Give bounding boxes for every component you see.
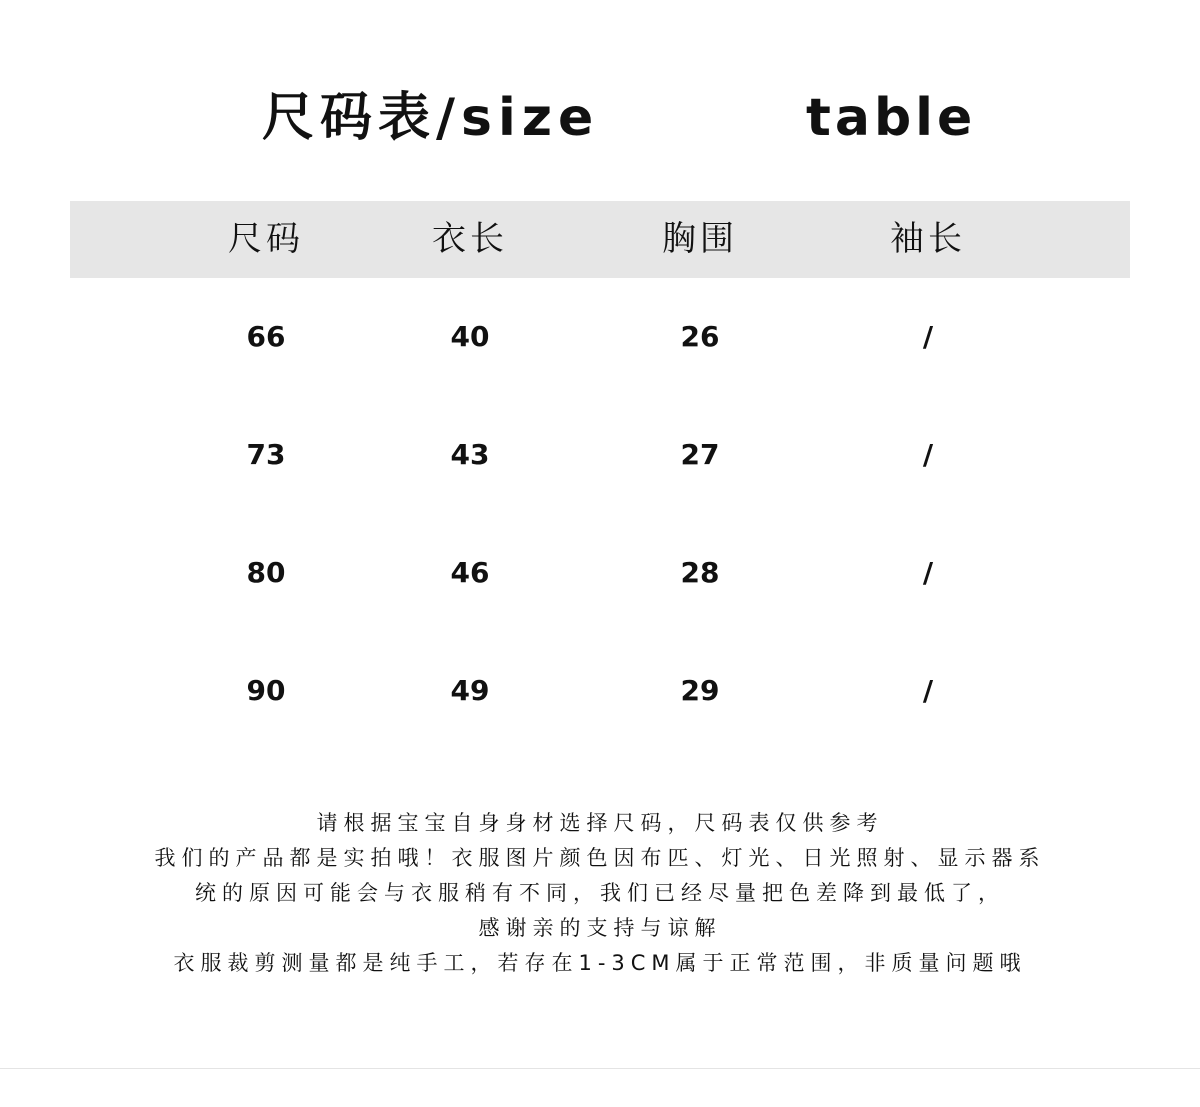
note-line: 统的原因可能会与衣服稍有不同，我们已经尽量把色差降到最低了，	[195, 881, 1005, 905]
size-cell: 90	[246, 674, 286, 707]
header-length: 衣长	[432, 219, 508, 259]
size-cell: 73	[246, 438, 286, 471]
size-cell: 66	[246, 320, 286, 353]
sleeve-cell: /	[922, 556, 934, 589]
table-header-row	[70, 201, 1130, 278]
chest-cell: 26	[680, 320, 720, 353]
size-table	[70, 201, 1130, 750]
length-cell: 40	[450, 320, 490, 353]
header-chest: 胸围	[662, 219, 738, 259]
note-line: 感谢亲的支持与谅解	[478, 916, 722, 940]
chest-cell: 27	[680, 438, 720, 471]
table-row	[70, 396, 1130, 514]
table-row	[70, 514, 1130, 632]
table-row	[70, 278, 1130, 396]
sleeve-cell: /	[922, 674, 934, 707]
header-sleeve: 袖长	[890, 219, 966, 259]
length-cell: 46	[450, 556, 490, 589]
size-cell: 80	[246, 556, 286, 589]
note-line: 请根据宝宝自身身材选择尺码，尺码表仅供参考	[316, 811, 884, 835]
size-notes	[60, 806, 1140, 981]
length-cell: 49	[450, 674, 490, 707]
length-cell: 43	[450, 438, 490, 471]
bottom-divider	[0, 1068, 1200, 1069]
sleeve-cell: /	[922, 438, 934, 471]
chest-cell: 28	[680, 556, 720, 589]
title-table-word: table	[806, 88, 977, 148]
sleeve-cell: /	[922, 320, 934, 353]
header-size: 尺码	[228, 219, 304, 259]
size-chart-title	[0, 78, 1200, 158]
note-line: 我们的产品都是实拍哦！衣服图片颜色因布匹、灯光、日光照射、显示器系	[154, 846, 1046, 870]
note-line: 衣服裁剪测量都是纯手工，若存在1-3CM属于正常范围，非质量问题哦	[173, 951, 1027, 975]
table-row	[70, 632, 1130, 750]
chest-cell: 29	[680, 674, 720, 707]
title-chinese-size: 尺码表/size	[262, 88, 600, 148]
